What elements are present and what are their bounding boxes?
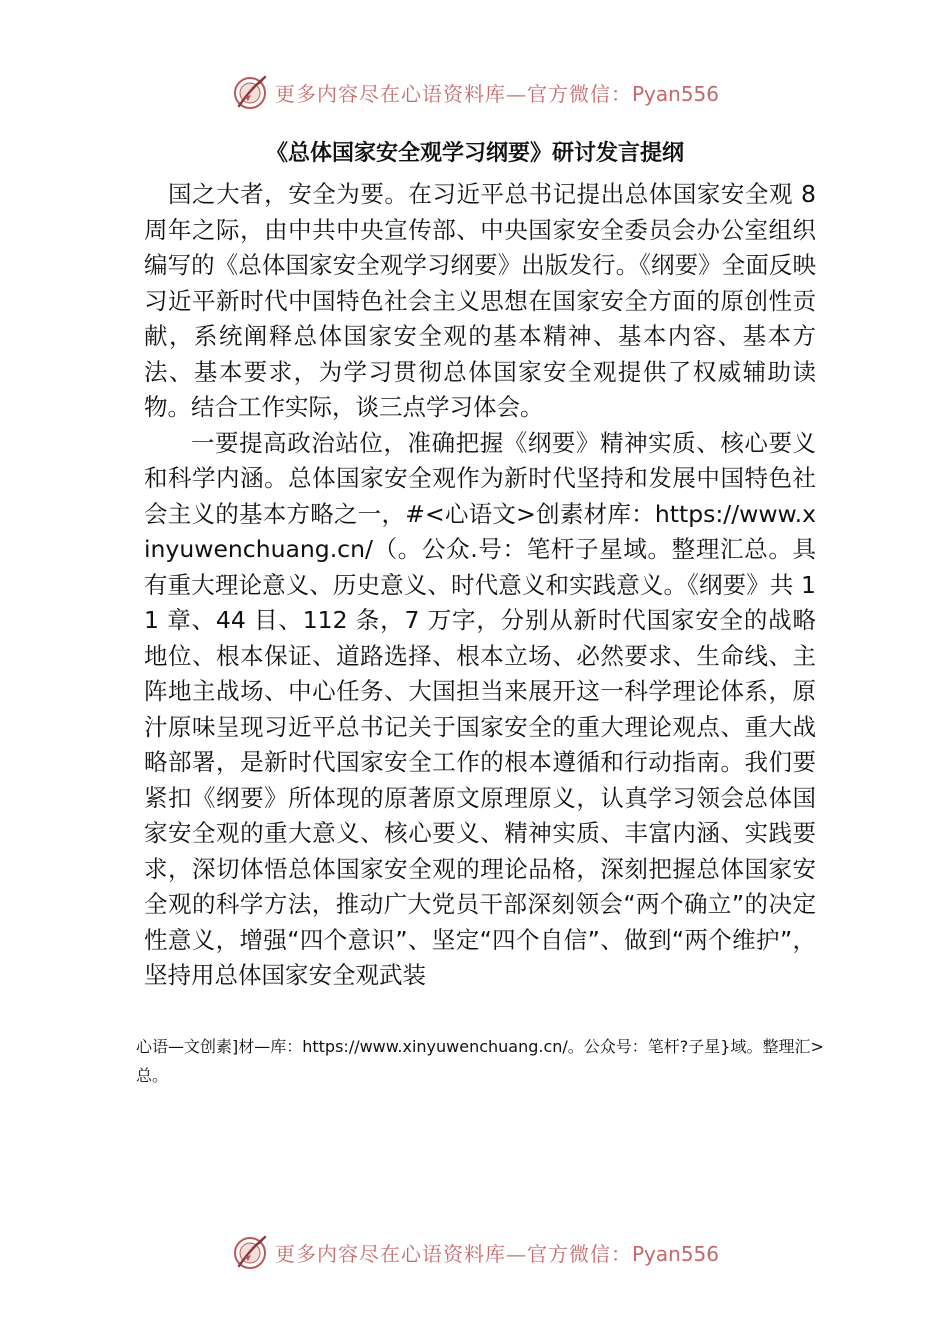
header-banner	[0, 72, 950, 112]
paragraph-2: 一要提高政治站位，准确把握《纲要》精神实质、核心要义和科学内涵。总体国家安全观作为新时代坚持和发展中国特色社会主义的基本方略之一，#<心语文>创素材库：https://www.xinyuwenchuang.cn/（。公众.号：笔杆子星域。整理汇总。具有重大理论意义、历史意义、时代意义和实践意义。《纲要》共 11 章、44 目、112 条，7 万字，分别从新时代国家安全的战略地位、根本保证、道路选择、根本立场、必然要求、生命线、主阵地主战场、中心任务、大国担当来展开这一科学理论体系，原汁原味呈现习近平总书记关于国家安全的重大理论观点、重大战略部署，是新时代国家安全工作的根本遵循和行动指南。我们要紧扣《纲要》所体现的原著原文原理原义，认真学习领会总体国家安全观的重大意义、核心要义、精神实质、丰富内涵、实践要求，深切体悟总体国家安全观的理论品格，深刻把握总体国家安全观的科学方法，推动广大党员干部深刻领会“两个确立”的决定性意义，增强“四个意识”、坚定“四个自信”、做到“两个维护”，坚持用总体国家安全观武装	[144, 428, 816, 989]
source-footnote: 心语—文创素]材—库：https://www.xinyuwenchuang.cn/。公众号：笔杆?子星}域。整理汇>总。	[136, 1037, 824, 1085]
header-banner-text: 更多内容尽在心语资料库—官方微信：Pyan556	[274, 81, 719, 106]
footer-banner-text: 更多内容尽在心语资料库—官方微信：Pyan556	[274, 1241, 719, 1266]
document-title: 《总体国家安全观学习纲要》研讨发言提纲	[265, 141, 684, 166]
header-wechat-id: Pyan556	[631, 81, 719, 106]
quill-seal-icon	[231, 73, 269, 111]
footer-banner	[0, 1232, 950, 1272]
quill-seal-icon	[231, 1233, 269, 1271]
document-body	[144, 177, 816, 994]
footer-wechat-id: Pyan556	[631, 1241, 719, 1266]
paragraph-1: 国之大者，安全为要。在习近平总书记提出总体国家安全观 8 周年之际，由中共中央宣传部、中央国家安全委员会办公室组织编写的《总体国家安全观学习纲要》出版发行。《纲要》全面反映习近平新时代中国特色社会主义思想在国家安全方面的原创性贡献，系统阐释总体国家安全观的基本精神、基本内容、基本方法、基本要求，为学习贯彻总体国家安全观提供了权威辅助读物。结合工作实际，谈三点学习体会。	[144, 180, 816, 421]
